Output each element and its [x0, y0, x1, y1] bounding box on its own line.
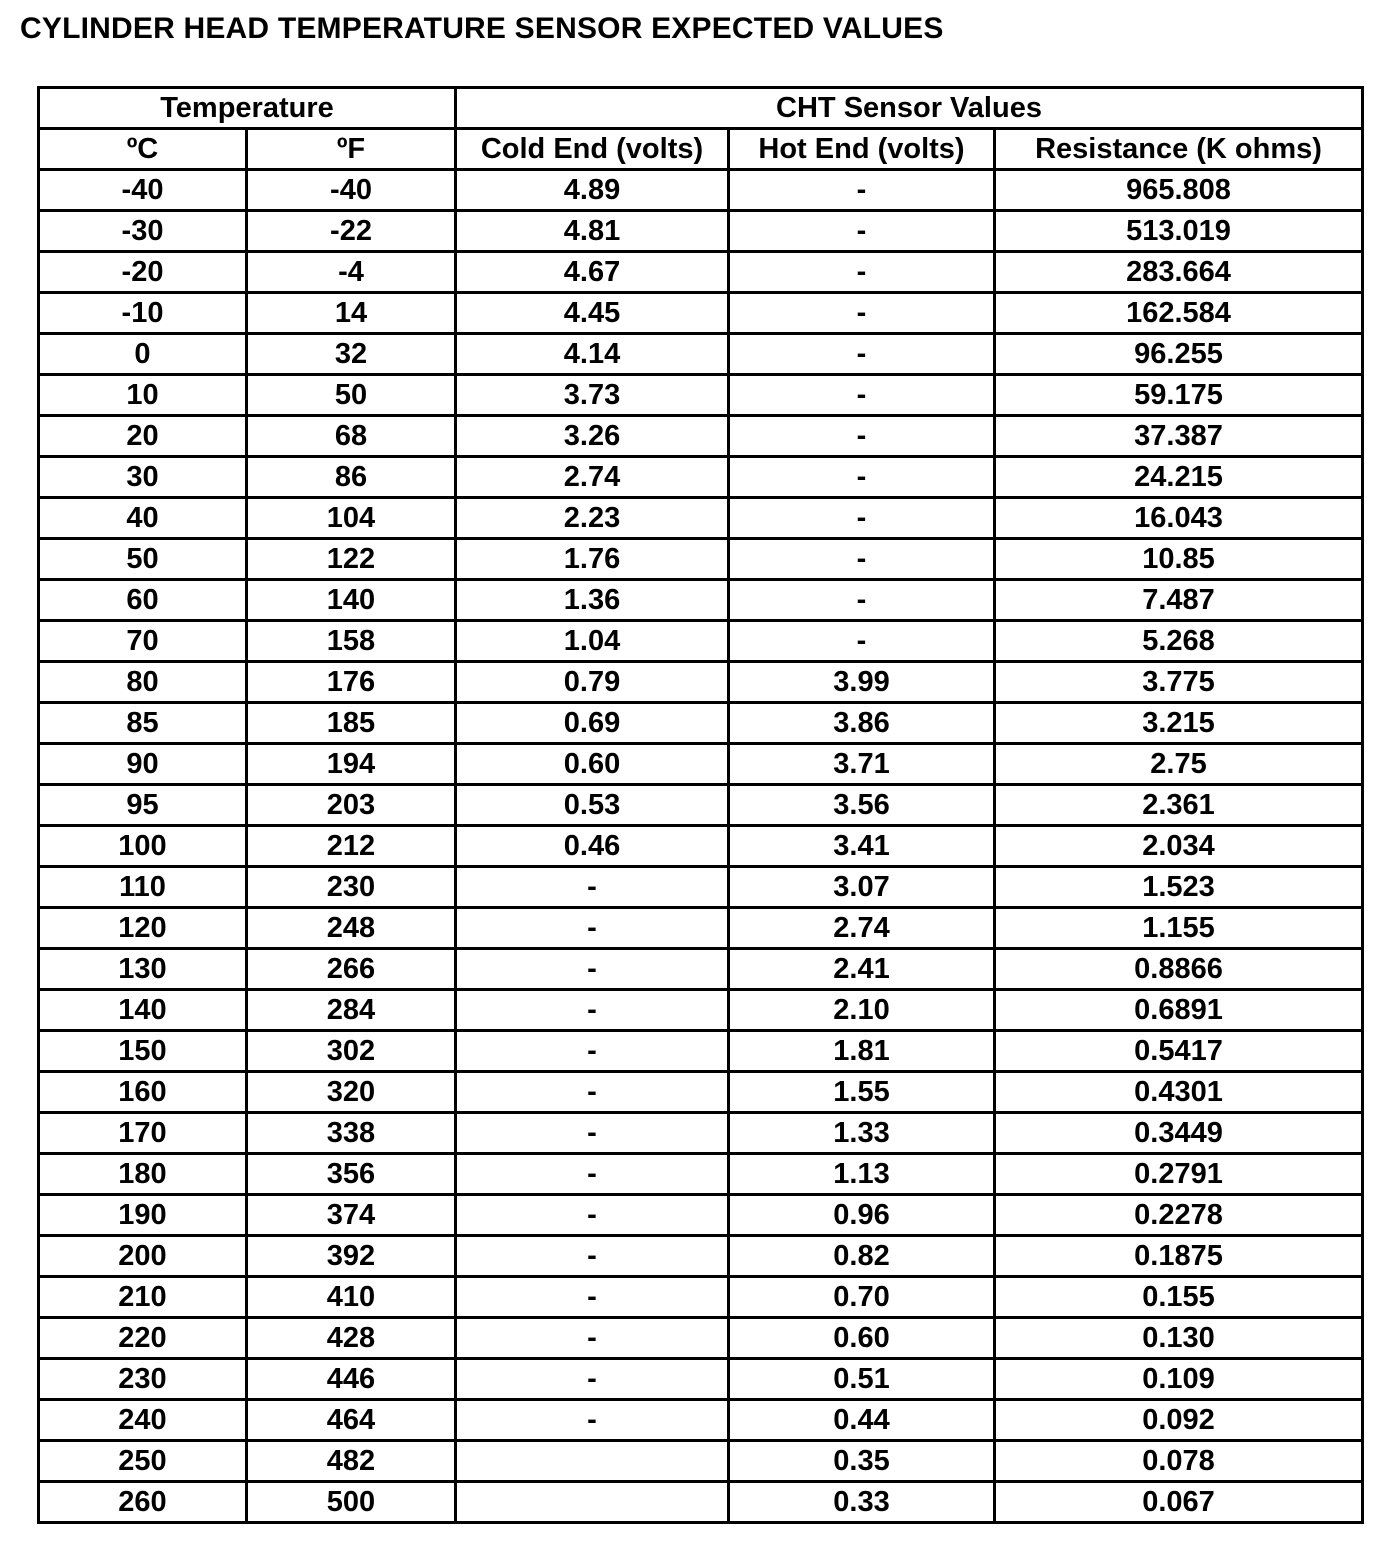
table-row — [39, 621, 1363, 662]
table-row — [39, 539, 1363, 580]
table-row — [39, 498, 1363, 539]
celsius-cell: 0 — [39, 334, 247, 375]
fahrenheit-cell: 446 — [247, 1359, 456, 1400]
cold-end-cell: - — [456, 1400, 729, 1441]
table-row — [39, 826, 1363, 867]
celsius-cell: 190 — [39, 1195, 247, 1236]
resistance-cell: 3.775 — [995, 662, 1363, 703]
celsius-cell: -30 — [39, 211, 247, 252]
cold-end-cell: - — [456, 990, 729, 1031]
celsius-cell: 30 — [39, 457, 247, 498]
table-row — [39, 744, 1363, 785]
hot-end-cell: - — [729, 375, 995, 416]
resistance-cell: 0.067 — [995, 1482, 1363, 1523]
fahrenheit-cell: -40 — [247, 170, 456, 211]
celsius-cell: 240 — [39, 1400, 247, 1441]
cold-end-cell: 4.67 — [456, 252, 729, 293]
celsius-cell: 210 — [39, 1277, 247, 1318]
resistance-cell: 0.092 — [995, 1400, 1363, 1441]
resistance-cell: 513.019 — [995, 211, 1363, 252]
hot-end-cell: - — [729, 580, 995, 621]
hot-end-cell: 3.56 — [729, 785, 995, 826]
hot-end-cell: - — [729, 211, 995, 252]
celsius-column-header: ºC — [39, 129, 247, 170]
table-row — [39, 1318, 1363, 1359]
resistance-cell: 2.361 — [995, 785, 1363, 826]
fahrenheit-cell: 14 — [247, 293, 456, 334]
celsius-cell: 220 — [39, 1318, 247, 1359]
celsius-cell: 60 — [39, 580, 247, 621]
resistance-cell: 16.043 — [995, 498, 1363, 539]
hot-end-cell: 3.07 — [729, 867, 995, 908]
fahrenheit-cell: 302 — [247, 1031, 456, 1072]
resistance-cell: 59.175 — [995, 375, 1363, 416]
cold-end-cell: - — [456, 1031, 729, 1072]
fahrenheit-cell: 284 — [247, 990, 456, 1031]
resistance-cell: 283.664 — [995, 252, 1363, 293]
fahrenheit-cell: 104 — [247, 498, 456, 539]
table-row — [39, 990, 1363, 1031]
resistance-cell: 7.487 — [995, 580, 1363, 621]
fahrenheit-cell: 140 — [247, 580, 456, 621]
table-row — [39, 293, 1363, 334]
celsius-cell: 200 — [39, 1236, 247, 1277]
fahrenheit-cell: -4 — [247, 252, 456, 293]
cold-end-cell: - — [456, 1113, 729, 1154]
resistance-cell: 2.75 — [995, 744, 1363, 785]
table-body — [39, 170, 1363, 1523]
fahrenheit-cell: 482 — [247, 1441, 456, 1482]
fahrenheit-cell: 230 — [247, 867, 456, 908]
hot-end-cell: - — [729, 539, 995, 580]
cold-end-cell: 3.73 — [456, 375, 729, 416]
hot-end-cell: - — [729, 621, 995, 662]
hot-end-cell: 2.41 — [729, 949, 995, 990]
celsius-cell: 40 — [39, 498, 247, 539]
table-row — [39, 580, 1363, 621]
cold-end-cell: 1.36 — [456, 580, 729, 621]
resistance-cell: 3.215 — [995, 703, 1363, 744]
table-row — [39, 1236, 1363, 1277]
cold-end-cell: - — [456, 1154, 729, 1195]
fahrenheit-cell: 500 — [247, 1482, 456, 1523]
fahrenheit-cell: 266 — [247, 949, 456, 990]
cold-end-cell: 2.23 — [456, 498, 729, 539]
fahrenheit-cell: 320 — [247, 1072, 456, 1113]
table-row — [39, 1113, 1363, 1154]
cold-end-cell — [456, 1441, 729, 1482]
resistance-cell: 0.2278 — [995, 1195, 1363, 1236]
resistance-cell: 0.6891 — [995, 990, 1363, 1031]
celsius-cell: 85 — [39, 703, 247, 744]
resistance-cell: 0.2791 — [995, 1154, 1363, 1195]
sensor-values-table — [37, 86, 1364, 1524]
table-row — [39, 1441, 1363, 1482]
table-row — [39, 1195, 1363, 1236]
resistance-cell: 1.155 — [995, 908, 1363, 949]
resistance-cell: 0.078 — [995, 1441, 1363, 1482]
hot-end-cell: 1.55 — [729, 1072, 995, 1113]
fahrenheit-column-header: ºF — [247, 129, 456, 170]
table-header — [39, 88, 1363, 170]
fahrenheit-cell: 338 — [247, 1113, 456, 1154]
cold-end-cell: 4.89 — [456, 170, 729, 211]
resistance-cell: 965.808 — [995, 170, 1363, 211]
celsius-cell: 10 — [39, 375, 247, 416]
fahrenheit-cell: 428 — [247, 1318, 456, 1359]
table-row — [39, 457, 1363, 498]
celsius-cell: 140 — [39, 990, 247, 1031]
cold-end-cell: 0.53 — [456, 785, 729, 826]
cold-end-cell: 4.45 — [456, 293, 729, 334]
hot-end-cell: 3.71 — [729, 744, 995, 785]
resistance-cell: 0.155 — [995, 1277, 1363, 1318]
hot-end-cell: 0.70 — [729, 1277, 995, 1318]
fahrenheit-cell: 410 — [247, 1277, 456, 1318]
resistance-cell: 162.584 — [995, 293, 1363, 334]
cold-end-cell: - — [456, 1359, 729, 1400]
resistance-cell: 96.255 — [995, 334, 1363, 375]
hot-end-cell: - — [729, 457, 995, 498]
celsius-cell: 260 — [39, 1482, 247, 1523]
table-row — [39, 416, 1363, 457]
resistance-cell: 5.268 — [995, 621, 1363, 662]
table-row — [39, 703, 1363, 744]
hot-end-cell: 1.33 — [729, 1113, 995, 1154]
table-row — [39, 1072, 1363, 1113]
hot-end-cell: 0.44 — [729, 1400, 995, 1441]
table-row — [39, 170, 1363, 211]
hot-end-cell: 2.74 — [729, 908, 995, 949]
resistance-cell: 0.3449 — [995, 1113, 1363, 1154]
cold-end-cell: - — [456, 1195, 729, 1236]
hot-end-column-header: Hot End (volts) — [729, 129, 995, 170]
document-title: CYLINDER HEAD TEMPERATURE SENSOR EXPECTED VALUES — [20, 12, 944, 45]
fahrenheit-cell: 185 — [247, 703, 456, 744]
resistance-cell: 0.109 — [995, 1359, 1363, 1400]
celsius-cell: 80 — [39, 662, 247, 703]
table-row — [39, 1031, 1363, 1072]
cold-end-cell: 2.74 — [456, 457, 729, 498]
fahrenheit-cell: 68 — [247, 416, 456, 457]
hot-end-cell: 0.35 — [729, 1441, 995, 1482]
celsius-cell: -40 — [39, 170, 247, 211]
celsius-cell: 90 — [39, 744, 247, 785]
hot-end-cell: - — [729, 252, 995, 293]
celsius-cell: 230 — [39, 1359, 247, 1400]
fahrenheit-cell: 194 — [247, 744, 456, 785]
cold-end-cell: 0.69 — [456, 703, 729, 744]
cold-end-cell: - — [456, 949, 729, 990]
hot-end-cell: - — [729, 293, 995, 334]
cold-end-cell: - — [456, 1277, 729, 1318]
resistance-cell: 37.387 — [995, 416, 1363, 457]
fahrenheit-cell: 392 — [247, 1236, 456, 1277]
cold-end-column-header: Cold End (volts) — [456, 129, 729, 170]
cold-end-cell: - — [456, 1318, 729, 1359]
table-row — [39, 252, 1363, 293]
fahrenheit-cell: 203 — [247, 785, 456, 826]
celsius-cell: 180 — [39, 1154, 247, 1195]
celsius-cell: 250 — [39, 1441, 247, 1482]
fahrenheit-cell: 158 — [247, 621, 456, 662]
table-row — [39, 334, 1363, 375]
fahrenheit-cell: 356 — [247, 1154, 456, 1195]
table-row — [39, 867, 1363, 908]
fahrenheit-cell: 248 — [247, 908, 456, 949]
hot-end-cell: 3.99 — [729, 662, 995, 703]
celsius-cell: -20 — [39, 252, 247, 293]
fahrenheit-cell: 464 — [247, 1400, 456, 1441]
celsius-cell: 95 — [39, 785, 247, 826]
resistance-cell: 0.4301 — [995, 1072, 1363, 1113]
cold-end-cell: 0.60 — [456, 744, 729, 785]
hot-end-cell: 3.41 — [729, 826, 995, 867]
hot-end-cell: - — [729, 170, 995, 211]
cold-end-cell: - — [456, 908, 729, 949]
fahrenheit-cell: 50 — [247, 375, 456, 416]
celsius-cell: 110 — [39, 867, 247, 908]
cold-end-cell: 1.76 — [456, 539, 729, 580]
cold-end-cell: 0.46 — [456, 826, 729, 867]
cold-end-cell — [456, 1482, 729, 1523]
hot-end-cell: 0.33 — [729, 1482, 995, 1523]
hot-end-cell: 0.51 — [729, 1359, 995, 1400]
celsius-cell: 170 — [39, 1113, 247, 1154]
cold-end-cell: 0.79 — [456, 662, 729, 703]
table-row — [39, 785, 1363, 826]
celsius-cell: 50 — [39, 539, 247, 580]
resistance-cell: 0.130 — [995, 1318, 1363, 1359]
table-row — [39, 1277, 1363, 1318]
header-row-group — [39, 88, 1363, 129]
fahrenheit-cell: 32 — [247, 334, 456, 375]
celsius-cell: 130 — [39, 949, 247, 990]
celsius-cell: 70 — [39, 621, 247, 662]
celsius-cell: 100 — [39, 826, 247, 867]
temperature-group-header: Temperature — [39, 88, 456, 129]
table-row — [39, 908, 1363, 949]
fahrenheit-cell: -22 — [247, 211, 456, 252]
cold-end-cell: 4.81 — [456, 211, 729, 252]
hot-end-cell: 1.13 — [729, 1154, 995, 1195]
resistance-column-header: Resistance (K ohms) — [995, 129, 1363, 170]
table-row — [39, 662, 1363, 703]
resistance-cell: 2.034 — [995, 826, 1363, 867]
cold-end-cell: - — [456, 1072, 729, 1113]
hot-end-cell: 0.82 — [729, 1236, 995, 1277]
fahrenheit-cell: 122 — [247, 539, 456, 580]
celsius-cell: 160 — [39, 1072, 247, 1113]
celsius-cell: 120 — [39, 908, 247, 949]
fahrenheit-cell: 374 — [247, 1195, 456, 1236]
table-row — [39, 375, 1363, 416]
celsius-cell: 20 — [39, 416, 247, 457]
cold-end-cell: - — [456, 867, 729, 908]
resistance-cell: 0.5417 — [995, 1031, 1363, 1072]
hot-end-cell: 2.10 — [729, 990, 995, 1031]
cold-end-cell: 3.26 — [456, 416, 729, 457]
hot-end-cell: - — [729, 416, 995, 457]
header-row-columns — [39, 129, 1363, 170]
table-row — [39, 211, 1363, 252]
table-row — [39, 1154, 1363, 1195]
resistance-cell: 0.1875 — [995, 1236, 1363, 1277]
fahrenheit-cell: 86 — [247, 457, 456, 498]
hot-end-cell: - — [729, 334, 995, 375]
resistance-cell: 24.215 — [995, 457, 1363, 498]
hot-end-cell: 1.81 — [729, 1031, 995, 1072]
table-row — [39, 949, 1363, 990]
hot-end-cell: - — [729, 498, 995, 539]
table-row — [39, 1482, 1363, 1523]
resistance-cell: 1.523 — [995, 867, 1363, 908]
resistance-cell: 0.8866 — [995, 949, 1363, 990]
table-row — [39, 1400, 1363, 1441]
cold-end-cell: 1.04 — [456, 621, 729, 662]
fahrenheit-cell: 176 — [247, 662, 456, 703]
sensor-values-group-header: CHT Sensor Values — [456, 88, 1363, 129]
celsius-cell: -10 — [39, 293, 247, 334]
table-row — [39, 1359, 1363, 1400]
cold-end-cell: 4.14 — [456, 334, 729, 375]
fahrenheit-cell: 212 — [247, 826, 456, 867]
hot-end-cell: 0.60 — [729, 1318, 995, 1359]
hot-end-cell: 0.96 — [729, 1195, 995, 1236]
resistance-cell: 10.85 — [995, 539, 1363, 580]
celsius-cell: 150 — [39, 1031, 247, 1072]
hot-end-cell: 3.86 — [729, 703, 995, 744]
cold-end-cell: - — [456, 1236, 729, 1277]
